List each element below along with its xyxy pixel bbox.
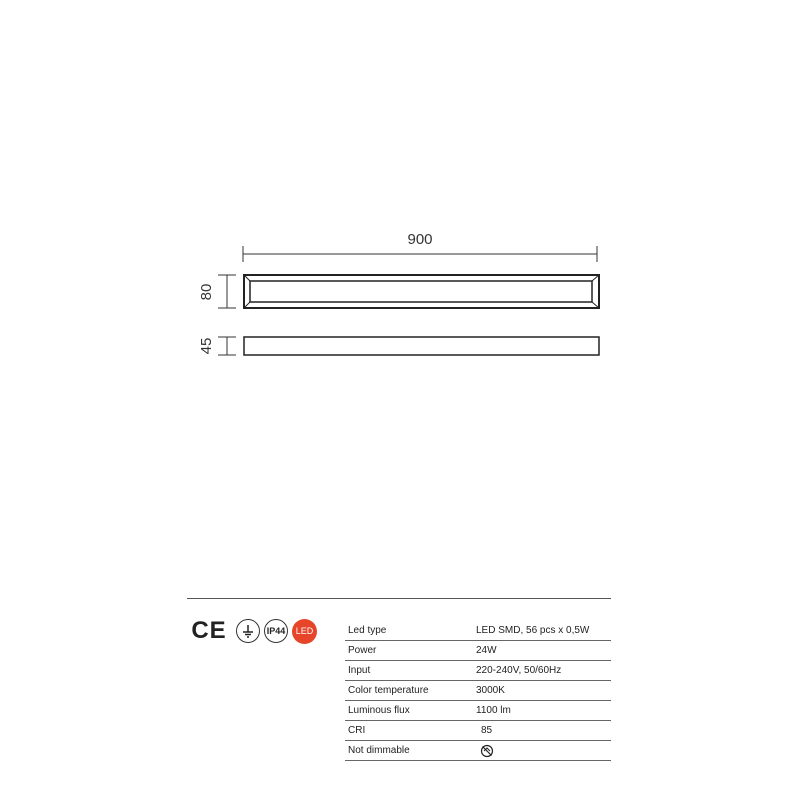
spec-label: Not dimmable xyxy=(345,741,473,761)
length-dimension-label: 900 xyxy=(407,231,433,248)
spec-label: Color temperature xyxy=(345,681,473,701)
spec-label: CRI xyxy=(345,721,473,741)
certification-icons xyxy=(186,617,317,645)
spec-value xyxy=(473,741,611,761)
led-icon: LED xyxy=(292,619,317,644)
spec-value: 1100 lm xyxy=(473,701,611,721)
length-dimension xyxy=(243,246,597,262)
ce-mark-icon: CE xyxy=(191,617,227,644)
table-row xyxy=(345,681,611,701)
table-row xyxy=(345,701,611,721)
spec-value: 3000K xyxy=(473,681,611,701)
spec-value: 220-240V, 50/60Hz xyxy=(473,661,611,681)
table-row xyxy=(345,641,611,661)
ip-rating-icon: IP44 xyxy=(264,619,288,643)
spec-value: LED SMD, 56 pcs x 0,5W xyxy=(473,621,611,641)
spec-value: 85 xyxy=(473,721,611,741)
spec-value: 24W xyxy=(473,641,611,661)
height-dimension xyxy=(218,275,236,308)
table-row xyxy=(345,721,611,741)
spec-label: Led type xyxy=(345,621,473,641)
not-dimmable-icon xyxy=(480,744,494,758)
height-dimension-label: 80 xyxy=(198,283,215,301)
front-view xyxy=(244,275,599,308)
section-divider xyxy=(187,598,611,599)
spec-label: Power xyxy=(345,641,473,661)
spec-label: Input xyxy=(345,661,473,681)
spec-label: Luminous flux xyxy=(345,701,473,721)
depth-dimension-label: 45 xyxy=(198,337,215,355)
table-row xyxy=(345,661,611,681)
side-view xyxy=(244,337,599,355)
depth-dimension xyxy=(218,337,236,355)
table-row xyxy=(345,741,611,761)
ground-symbol-icon xyxy=(236,619,260,643)
table-row xyxy=(345,621,611,641)
specs-table xyxy=(345,621,611,761)
